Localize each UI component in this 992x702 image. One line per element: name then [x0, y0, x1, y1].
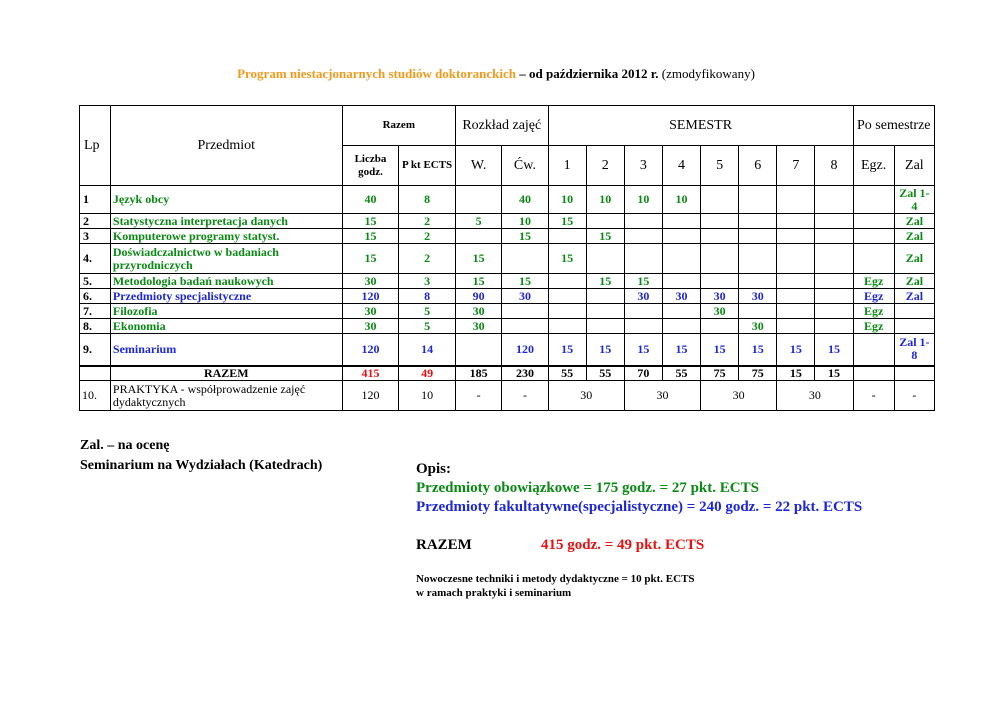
header-semestr: SEMESTR — [548, 106, 853, 146]
header-sem-7: 7 — [777, 146, 815, 186]
praktyka-ects: 10 — [399, 381, 456, 411]
row-sem-7 — [777, 274, 815, 289]
row-zal: Zal — [894, 274, 934, 289]
row-subject: Język obcy — [110, 186, 342, 214]
row-sem-1: 15 — [548, 334, 586, 366]
row-exercise-hours: 10 — [502, 214, 548, 229]
row-lecture-hours — [455, 186, 501, 214]
row-lecture-hours — [455, 334, 501, 366]
row-sem-2 — [586, 289, 624, 304]
row-sem-5 — [701, 214, 739, 229]
row-zal: Zal — [894, 289, 934, 304]
table-row — [80, 244, 935, 274]
row-sem-3: 30 — [624, 289, 662, 304]
row-sem-4: 30 — [662, 289, 700, 304]
total-exercise-hours: 230 — [502, 366, 548, 381]
total-hours: 415 — [342, 366, 399, 381]
row-sem-3 — [624, 229, 662, 244]
table-row — [80, 319, 935, 334]
praktyka-hours: 120 — [342, 381, 399, 411]
row-ects: 2 — [399, 244, 456, 274]
row-sem-6 — [739, 304, 777, 319]
row-lecture-hours: 5 — [455, 214, 501, 229]
row-sem-4 — [662, 214, 700, 229]
row-sem-2: 15 — [586, 229, 624, 244]
row-lp: 3 — [80, 229, 111, 244]
note-zal: Zal. – na ocenę — [80, 438, 170, 453]
row-ects: 2 — [399, 214, 456, 229]
row-sem-1: 10 — [548, 186, 586, 214]
row-hours: 120 — [342, 334, 399, 366]
header-liczba: Liczba godz. — [342, 146, 399, 186]
row-lp: 8. — [80, 319, 111, 334]
title-date: od października 2012 r. — [528, 66, 659, 81]
praktyka-sem-pair-1: 30 — [548, 381, 624, 411]
row-sem-1 — [548, 319, 586, 334]
row-egz: Egz — [853, 304, 894, 319]
row-sem-1 — [548, 304, 586, 319]
row-exercise-hours — [502, 244, 548, 274]
row-zal: Zal — [894, 244, 934, 274]
row-sem-3: 15 — [624, 334, 662, 366]
row-sem-6 — [739, 274, 777, 289]
header-pkt: P kt ECTS — [399, 146, 456, 186]
table-row — [80, 334, 935, 366]
praktyka-subject: PRAKTYKA - współprowadzenie zajęć dydaktycznych — [110, 381, 342, 411]
row-lp: 4. — [80, 244, 111, 274]
row-exercise-hours — [502, 304, 548, 319]
table-row — [80, 304, 935, 319]
row-sem-4 — [662, 229, 700, 244]
row-sem-3 — [624, 304, 662, 319]
row-sem-7 — [777, 289, 815, 304]
row-sem-6: 30 — [739, 289, 777, 304]
header-razem: Razem — [342, 106, 455, 146]
praktyka-egz: - — [853, 381, 894, 411]
note-techniki-1: Nowoczesne techniki i metody dydaktyczne = 10 pkt. ECTS — [416, 573, 695, 585]
row-sem-3: 15 — [624, 274, 662, 289]
table-row-praktyka — [80, 381, 935, 411]
row-exercise-hours: 40 — [502, 186, 548, 214]
header-przedmiot: Przedmiot — [110, 106, 342, 186]
total-sem-7: 15 — [777, 366, 815, 381]
row-lp: 9. — [80, 334, 111, 366]
row-sem-7 — [777, 244, 815, 274]
total-lp — [80, 366, 111, 381]
row-ects: 3 — [399, 274, 456, 289]
row-hours: 30 — [342, 319, 399, 334]
row-egz: Egz — [853, 289, 894, 304]
header-po-semestrze: Po semestrze — [853, 106, 934, 146]
row-exercise-hours: 15 — [502, 274, 548, 289]
row-sem-7 — [777, 319, 815, 334]
title-mod: (zmodyfikowany) — [658, 66, 755, 81]
row-sem-5: 30 — [701, 304, 739, 319]
row-hours: 30 — [342, 304, 399, 319]
note-fakultatywne: Przedmioty fakultatywne(specjalistyczne) = 240 godz. = 22 pkt. ECTS — [416, 499, 863, 515]
table-row-total — [80, 366, 935, 381]
title-dash: – — [515, 66, 529, 81]
row-hours: 30 — [342, 274, 399, 289]
row-sem-7: 15 — [777, 334, 815, 366]
program-table — [79, 105, 935, 411]
row-sem-7 — [777, 186, 815, 214]
row-sem-2 — [586, 214, 624, 229]
row-lecture-hours: 15 — [455, 274, 501, 289]
header-lp: Lp — [80, 106, 111, 186]
row-sem-5 — [701, 244, 739, 274]
row-lecture-hours — [455, 229, 501, 244]
row-sem-7 — [777, 304, 815, 319]
row-zal: Zal — [894, 229, 934, 244]
row-sem-8 — [815, 304, 853, 319]
row-sem-8 — [815, 244, 853, 274]
row-subject: Przedmioty specjalistyczne — [110, 289, 342, 304]
row-exercise-hours: 120 — [502, 334, 548, 366]
row-zal: Zal — [894, 214, 934, 229]
header-sem-4: 4 — [662, 146, 700, 186]
row-zal — [894, 319, 934, 334]
row-lecture-hours: 30 — [455, 304, 501, 319]
header-sem-3: 3 — [624, 146, 662, 186]
row-hours: 15 — [342, 244, 399, 274]
row-sem-5: 15 — [701, 334, 739, 366]
row-sem-8 — [815, 274, 853, 289]
table-row — [80, 274, 935, 289]
praktyka-sem-pair-3: 30 — [701, 381, 777, 411]
praktyka-zal: - — [894, 381, 934, 411]
row-sem-4: 15 — [662, 334, 700, 366]
row-sem-4 — [662, 274, 700, 289]
row-lecture-hours: 15 — [455, 244, 501, 274]
header-w: W. — [455, 146, 501, 186]
row-egz — [853, 244, 894, 274]
note-razem-label: RAZEM — [416, 537, 472, 553]
row-hours: 40 — [342, 186, 399, 214]
row-egz: Egz — [853, 319, 894, 334]
row-lp: 7. — [80, 304, 111, 319]
row-sem-8 — [815, 186, 853, 214]
row-subject: Filozofia — [110, 304, 342, 319]
header-rozklad: Rozkład zajęć — [455, 106, 548, 146]
header-egz: Egz. — [853, 146, 894, 186]
row-ects: 5 — [399, 319, 456, 334]
row-lecture-hours: 90 — [455, 289, 501, 304]
praktyka-sem-pair-2: 30 — [624, 381, 700, 411]
header-sem-2: 2 — [586, 146, 624, 186]
row-ects: 14 — [399, 334, 456, 366]
header-cw: Ćw. — [502, 146, 548, 186]
praktyka-exercise-hours: - — [502, 381, 548, 411]
total-ects: 49 — [399, 366, 456, 381]
header-sem-8: 8 — [815, 146, 853, 186]
praktyka-lp: 10. — [80, 381, 111, 411]
row-sem-7 — [777, 229, 815, 244]
row-sem-5 — [701, 274, 739, 289]
row-exercise-hours: 15 — [502, 229, 548, 244]
row-lp: 5. — [80, 274, 111, 289]
total-zal — [894, 366, 934, 381]
row-subject: Statystyczna interpretacja danych — [110, 214, 342, 229]
note-obowiazkowe: Przedmioty obowiązkowe = 175 godz. = 27 pkt. ECTS — [416, 480, 759, 496]
row-sem-5 — [701, 319, 739, 334]
row-sem-6 — [739, 186, 777, 214]
row-sem-6 — [739, 244, 777, 274]
row-hours: 15 — [342, 229, 399, 244]
table-row — [80, 229, 935, 244]
note-seminarium: Seminarium na Wydziałach (Katedrach) — [80, 458, 323, 473]
row-sem-8 — [815, 289, 853, 304]
row-sem-2: 10 — [586, 186, 624, 214]
row-ects: 8 — [399, 289, 456, 304]
row-sem-6: 30 — [739, 319, 777, 334]
total-sem-1: 55 — [548, 366, 586, 381]
row-subject: Komputerowe programy statyst. — [110, 229, 342, 244]
row-subject: Doświadczalnictwo w badaniach przyrodniczych — [110, 244, 342, 274]
row-sem-1: 15 — [548, 214, 586, 229]
row-egz: Egz — [853, 274, 894, 289]
row-zal: Zal 1-4 — [894, 186, 934, 214]
row-ects: 2 — [399, 229, 456, 244]
total-sem-4: 55 — [662, 366, 700, 381]
row-sem-6 — [739, 229, 777, 244]
row-exercise-hours — [502, 319, 548, 334]
row-sem-8 — [815, 319, 853, 334]
row-sem-3 — [624, 244, 662, 274]
row-sem-5 — [701, 186, 739, 214]
row-zal: Zal 1-8 — [894, 334, 934, 366]
row-sem-5 — [701, 229, 739, 244]
table-row — [80, 186, 935, 214]
header-sem-5: 5 — [701, 146, 739, 186]
total-sem-2: 55 — [586, 366, 624, 381]
row-hours: 15 — [342, 214, 399, 229]
row-sem-2 — [586, 304, 624, 319]
header-row-1 — [80, 106, 935, 146]
row-lp: 2 — [80, 214, 111, 229]
row-egz — [853, 214, 894, 229]
row-sem-1: 15 — [548, 244, 586, 274]
row-sem-1 — [548, 289, 586, 304]
total-label: RAZEM — [110, 366, 342, 381]
praktyka-lecture-hours: - — [455, 381, 501, 411]
note-opis: Opis: — [416, 461, 452, 477]
row-sem-2 — [586, 319, 624, 334]
row-egz — [853, 186, 894, 214]
total-sem-6: 75 — [739, 366, 777, 381]
row-egz — [853, 229, 894, 244]
header-zal: Zal — [894, 146, 934, 186]
row-sem-1 — [548, 229, 586, 244]
row-lp: 1 — [80, 186, 111, 214]
row-sem-1 — [548, 274, 586, 289]
row-exercise-hours: 30 — [502, 289, 548, 304]
row-sem-3 — [624, 319, 662, 334]
row-sem-6: 15 — [739, 334, 777, 366]
row-sem-4 — [662, 304, 700, 319]
total-sem-3: 70 — [624, 366, 662, 381]
row-zal — [894, 304, 934, 319]
row-sem-8 — [815, 214, 853, 229]
total-sem-5: 75 — [701, 366, 739, 381]
row-sem-4: 10 — [662, 186, 700, 214]
note-techniki-2: w ramach praktyki i seminarium — [416, 587, 572, 599]
row-sem-6 — [739, 214, 777, 229]
total-lecture-hours: 185 — [455, 366, 501, 381]
table-row — [80, 214, 935, 229]
row-sem-4 — [662, 244, 700, 274]
table-row — [80, 289, 935, 304]
row-sem-3: 10 — [624, 186, 662, 214]
header-sem-6: 6 — [739, 146, 777, 186]
row-subject: Metodologia badań naukowych — [110, 274, 342, 289]
row-egz — [853, 334, 894, 366]
title-main: Program niestacjonarnych studiów doktoranckich — [237, 66, 516, 81]
row-sem-2 — [586, 244, 624, 274]
row-ects: 5 — [399, 304, 456, 319]
row-sem-5: 30 — [701, 289, 739, 304]
header-sem-1: 1 — [548, 146, 586, 186]
row-sem-3 — [624, 214, 662, 229]
row-subject: Ekonomia — [110, 319, 342, 334]
row-sem-8 — [815, 229, 853, 244]
row-sem-2: 15 — [586, 274, 624, 289]
row-sem-8: 15 — [815, 334, 853, 366]
row-sem-7 — [777, 214, 815, 229]
praktyka-sem-pair-4: 30 — [777, 381, 853, 411]
row-subject: Seminarium — [110, 334, 342, 366]
note-razem-value: 415 godz. = 49 pkt. ECTS — [541, 537, 705, 553]
total-sem-8: 15 — [815, 366, 853, 381]
page-title — [0, 66, 992, 82]
row-lp: 6. — [80, 289, 111, 304]
row-hours: 120 — [342, 289, 399, 304]
row-ects: 8 — [399, 186, 456, 214]
row-sem-4 — [662, 319, 700, 334]
row-sem-2: 15 — [586, 334, 624, 366]
total-egz — [853, 366, 894, 381]
row-lecture-hours: 30 — [455, 319, 501, 334]
